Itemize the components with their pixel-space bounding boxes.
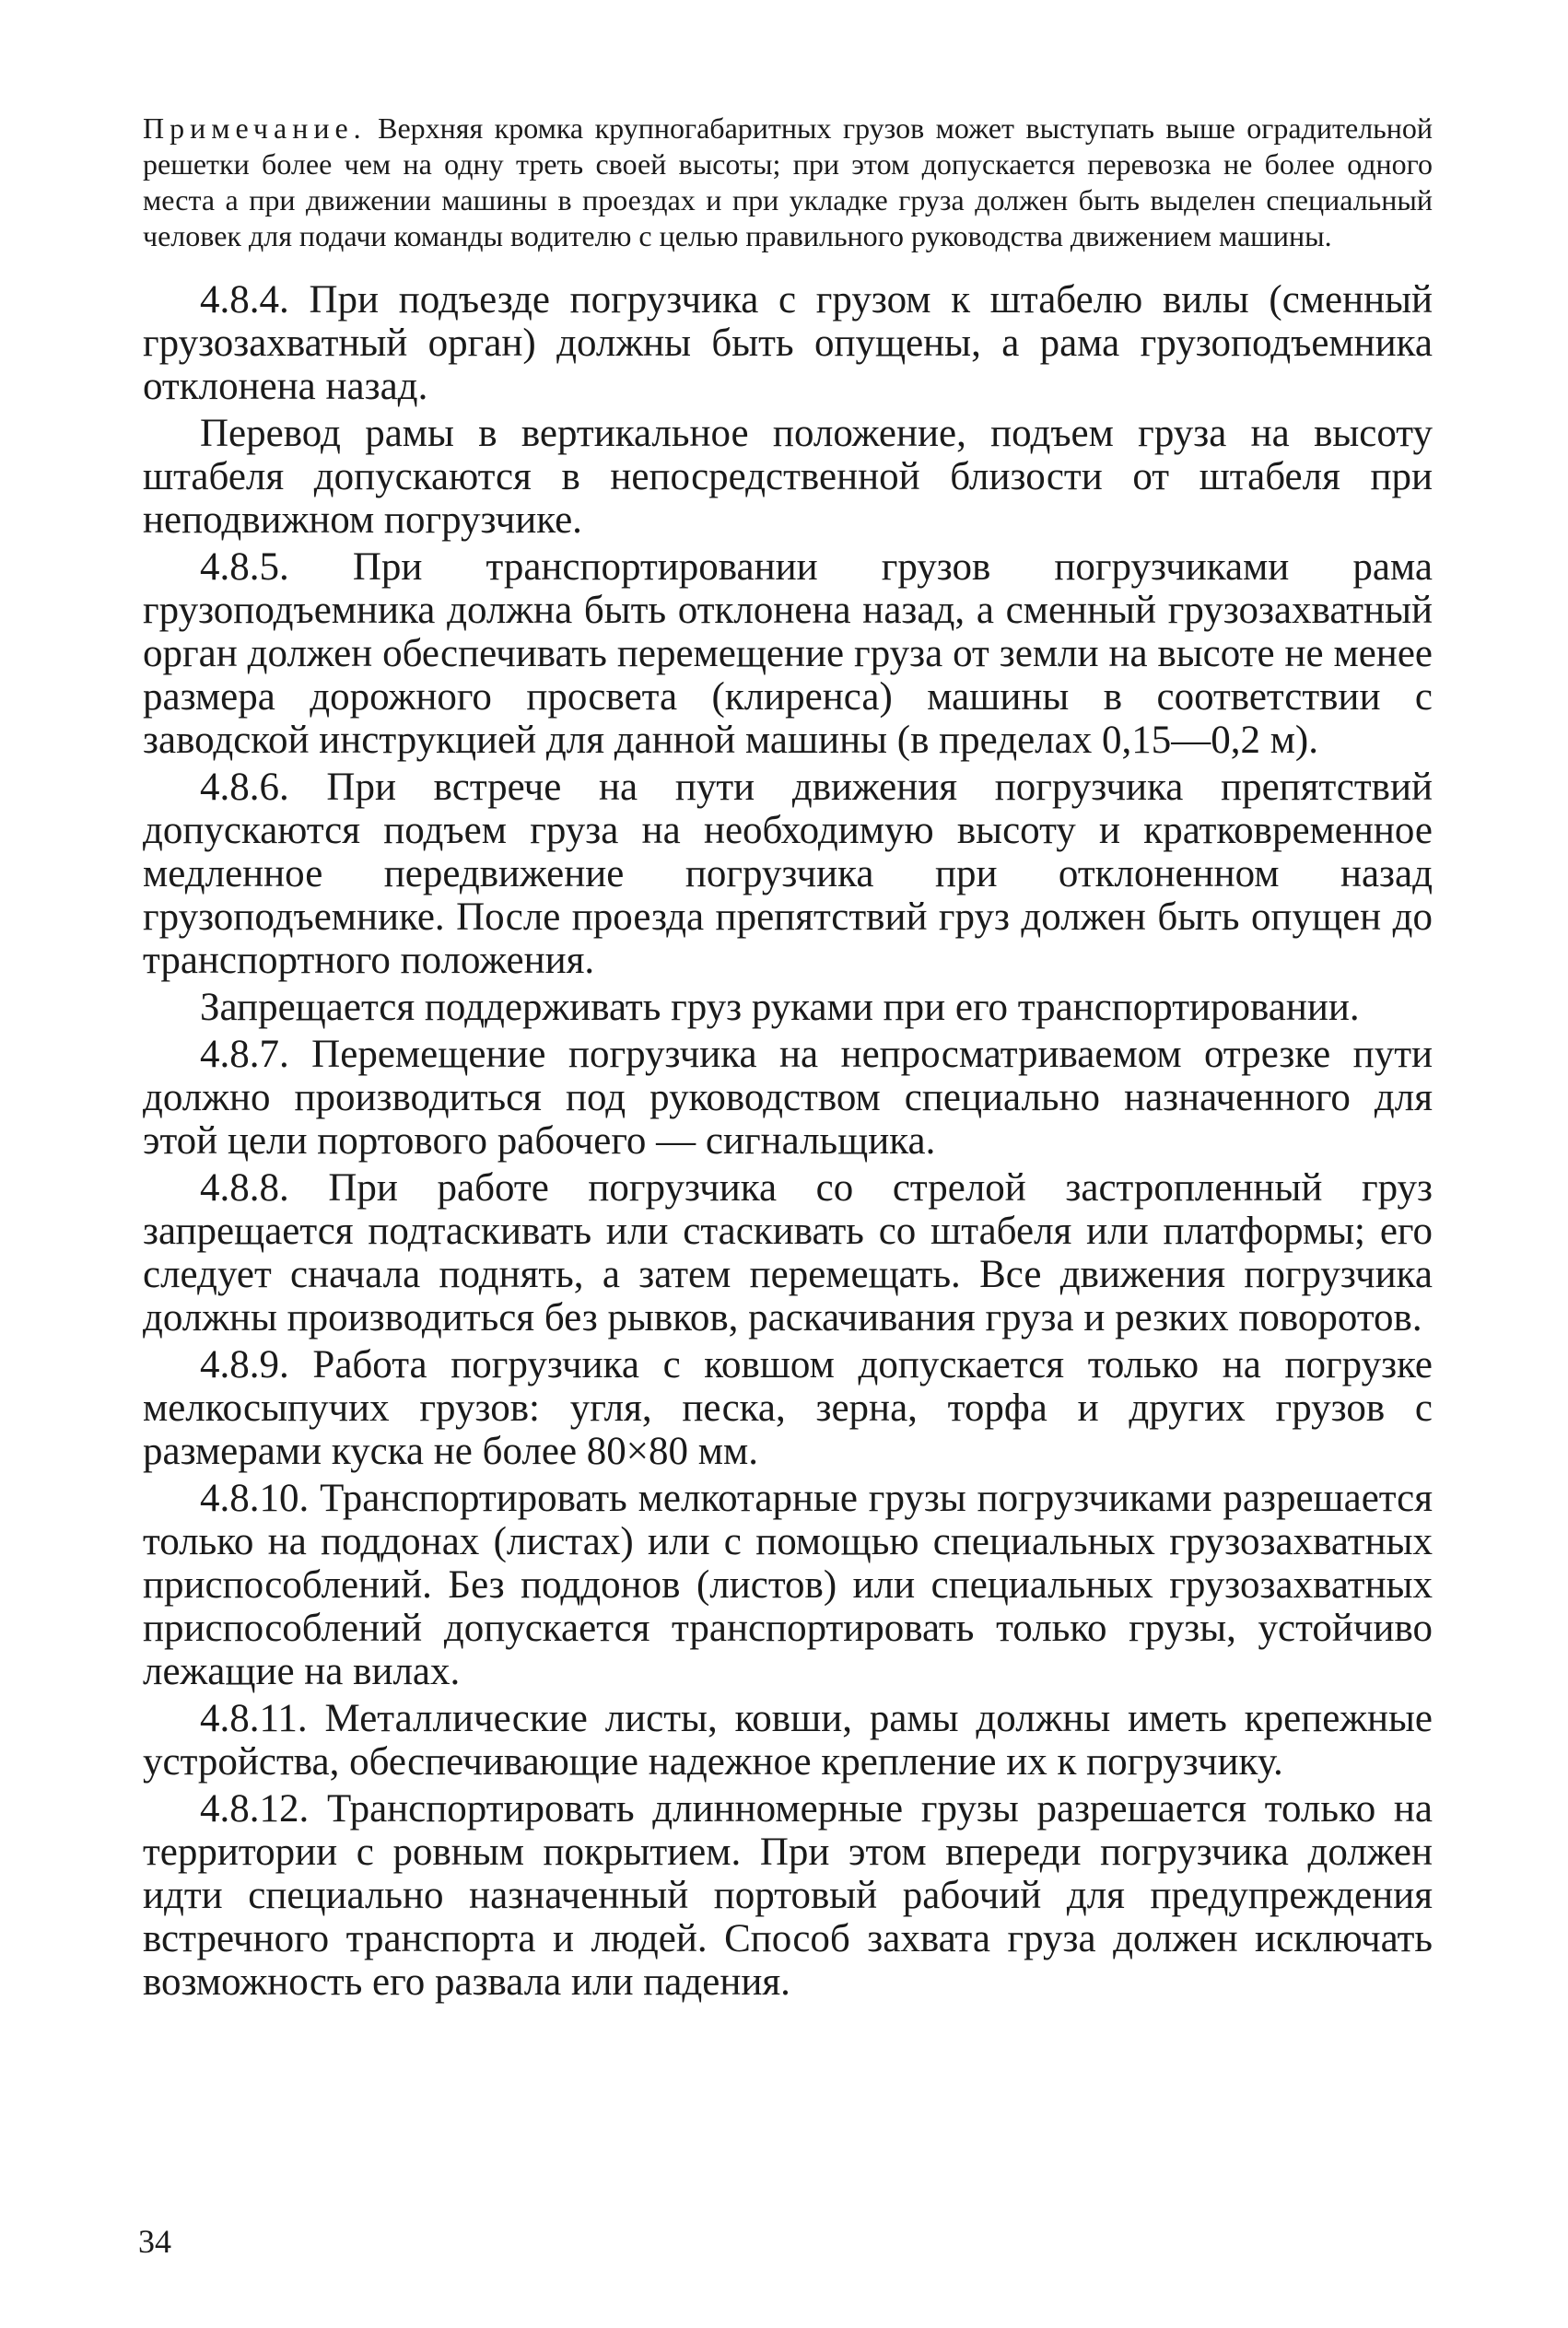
paragraph-frame-transfer: Перевод рамы в вертикальное положение, подъем груза на высоту штабеля допускаются в непосредственной близости от штабеля при неподвижном погрузчике. — [143, 412, 1433, 542]
note-label: Примечание. — [143, 111, 367, 145]
page-text-block — [143, 111, 1433, 2007]
paragraph-prohibition-hands: Запрещается поддерживать груз руками при его транспортировании. — [200, 986, 1360, 1029]
note-text: Верхняя кромка крупногабаритных грузов может выступать выше оградительной решетки более чем на одну треть своей высоты; при этом допускается перевозка не более одного места а при движении машины в проездах и при укладке груза должен быть выделен специальный человек для подачи команды водителю с целью правильного руководства движением машины. — [143, 111, 1433, 252]
paragraph-4-8-11: 4.8.11. Металлические листы, ковши, рамы должны иметь крепежные устройства, обеспечивающие надежное крепление их к погрузчику. — [143, 1697, 1433, 1784]
paragraph-4-8-8: 4.8.8. При работе погрузчика со стрелой застропленный груз запрещается подтаскивать или стаскивать со штабеля или платформы; его следует сначала поднять, а затем перемещать. Все движения погрузчика должны производиться без рывков, раскачивания груза и резких поворотов. — [143, 1166, 1433, 1339]
page-number: 34 — [138, 2223, 171, 2260]
paragraph-4-8-5: 4.8.5. При транспортировании грузов погрузчиками рама грузоподъемника должна быть отклонена назад, а сменный грузозахватный орган должен обеспечивать перемещение груза от земли на высоте не менее размера дорожного просвета (клиренса) машины в соответствии с заводской инструкцией для данной машины (в пределах 0,15—0,2 м). — [143, 545, 1433, 762]
paragraph-4-8-12: 4.8.12. Транспортировать длинномерные грузы разрешается только на территории с ровным покрытием. При этом впереди погрузчика должен идти специально назначенный портовый рабочий для предупреждения встречного транспорта и людей. Способ захвата груза должен исключать возможность его развала или падения. — [143, 1787, 1433, 2004]
paragraph-4-8-6: 4.8.6. При встрече на пути движения погрузчика препятствий допускаются подъем груза на необходимую высоту и кратковременное медленное передвижение погрузчика при отклоненном назад грузоподъемнике. После проезда препятствий груз должен быть опущен до транспортного положения. — [143, 766, 1433, 982]
note-paragraph — [143, 111, 1433, 254]
paragraph-4-8-9: 4.8.9. Работа погрузчика с ковшом допускается только на погрузке мелкосыпучих грузов: угля, песка, зерна, торфа и других грузов с размерами куска не более 80×80 мм. — [143, 1343, 1433, 1473]
paragraph-4-8-4: 4.8.4. При подъезде погрузчика с грузом к штабелю вилы (сменный грузозахватный орган) должны быть опущены, а рама грузоподъемника отклонена назад. — [143, 278, 1433, 408]
paragraph-4-8-10: 4.8.10. Транспортировать мелкотарные грузы погрузчиками разрешается только на поддонах (листах) или с помощью специальных грузозахватных приспособлений. Без поддонов (листов) или специальных грузозахватных приспособлений допускается транспортировать только грузы, устойчиво лежащие на вилах. — [143, 1477, 1433, 1693]
paragraph-4-8-7: 4.8.7. Перемещение погрузчика на непросматриваемом отрезке пути должно производиться под руководством специально назначенного для этой цели портового рабочего — сигнальщика. — [143, 1033, 1433, 1163]
